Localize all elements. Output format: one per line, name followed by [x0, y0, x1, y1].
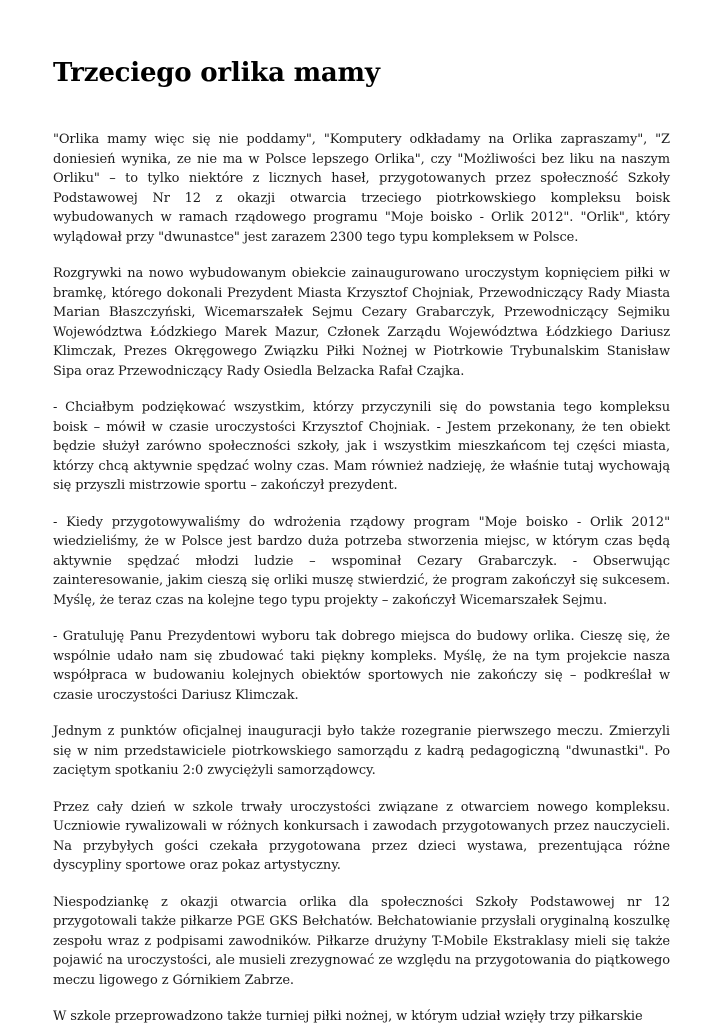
article-paragraph: Rozgrywki na nowo wybudowanym obiekcie zainaugurowano uroczystym kopnięciem piłki w bramkę, którego dokonali Prezydent Miasta Krzysztof Chojniak, Przewodniczący Rady Miasta Marian Błaszczyński, Wicemarszałek Sejmu Cezary Grabarczyk, Przewodniczący Sejmiku Województwa Łódzkiego Marek Mazur, Członek Zarządu Województwa Łódzkiego Dariusz Klimczak, Prezes Okręgowego Związku Piłki Nożnej w Piotrkowie Trybunalskim Stanisław Sipa oraz Przewodniczący Rady Osiedla Belzacka Rafał Czajka. — [53, 266, 670, 379]
article-body — [53, 130, 670, 1024]
article-paragraph: Niespodziankę z okazji otwarcia orlika dla społeczności Szkoły Podstawowej nr 12 przygotowali także piłkarze PGE GKS Bełchatów. Bełchatowianie przysłali oryginalną koszulkę zespołu wraz z podpisami zawodników. Piłkarze drużyny T-Mobile Ekstraklasy mieli się także pojawić na uroczystości, ale musieli zrezygnować ze względu na przygotowania do piątkowego meczu ligowego z Górnikiem Zabrze. — [53, 894, 670, 988]
article-paragraph: W szkole przeprowadzono także turniej piłki nożnej, w którym udział wzięły trzy piłkarskie — [53, 1009, 643, 1024]
article-title: Trzeciego orlika mamy — [53, 58, 380, 88]
article-paragraph: "Orlika mamy więc się nie poddamy", "Komputery odkładamy na Orlika zapraszamy", "Z doniesień wynika, ze nie ma w Polsce lepszego Orlika", czy "Możliwości bez liku na naszym Orliku" – to tylko niektóre z licznych haseł, przygotowanych przez społeczność Szkoły Podstawowej Nr 12 z okazji otwarcia trzeciego piotrkowskiego kompleksu boisk wybudowanych w ramach rządowego programu "Moje boisko - Orlik 2012". "Orlik", który wylądował przy "dwunastce" jest zarazem 2300 tego typu kompleksem w Polsce. — [53, 132, 670, 245]
article-paragraph: - Kiedy przygotowywaliśmy do wdrożenia rządowy program "Moje boisko - Orlik 2012" wiedzieliśmy, że w Polsce jest bardzo duża potrzeba stworzenia miejsc, w którym czas będą aktywnie spędzać młodzi ludzie – wspominał Cezary Grabarczyk. - Obserwując zainteresowanie, jakim cieszą się orliki muszę stwierdzić, że program zakończył się sukcesem. Myślę, że teraz czas na kolejne tego typu projekty – zakończył Wicemarszałek Sejmu. — [53, 514, 670, 608]
article-paragraph: - Chciałbym podziękować wszystkim, którzy przyczynili się do powstania tego kompleksu boisk – mówił w czasie uroczystości Krzysztof Chojniak. - Jestem przekonany, że ten obiekt będzie służył zarówno społeczności szkoły, jak i wszystkim mieszkańcom tej części miasta, którzy chcą aktywnie spędzać wolny czas. Mam również nadzieję, że właśnie tutaj wychowają się przyszli mistrzowie sportu – zakończył prezydent. — [53, 400, 670, 493]
article-paragraph: Przez cały dzień w szkole trwały uroczystości związane z otwarciem nowego kompleksu. Uczniowie rywalizowali w różnych konkursach i zawodach przygotowanych przez nauczycieli. Na przybyłych gości czekała przygotowana przez dzieci wystawa, prezentująca różne dyscypliny sportowe oraz pokaz artystyczny. — [53, 799, 670, 873]
article-paragraph: - Gratuluję Panu Prezydentowi wyboru tak dobrego miejsca do budowy orlika. Cieszę się, że wspólnie udało nam się zbudować taki piękny kompleks. Myślę, że na tym projekcie nasza współpraca w budowaniu kolejnych obiektów sportowych nie zakończy się – podkreślał w czasie uroczystości Dariusz Klimczak. — [53, 629, 670, 703]
article-paragraph: Jednym z punktów oficjalnej inauguracji było także rozegranie pierwszego meczu. Zmierzyli się w nim przedstawiciele piotrkowskiego samorządu z kadrą pedagogiczną "dwunastki". Po zaciętym spotkaniu 2:0 zwyciężyli samorządowcy. — [53, 724, 670, 778]
